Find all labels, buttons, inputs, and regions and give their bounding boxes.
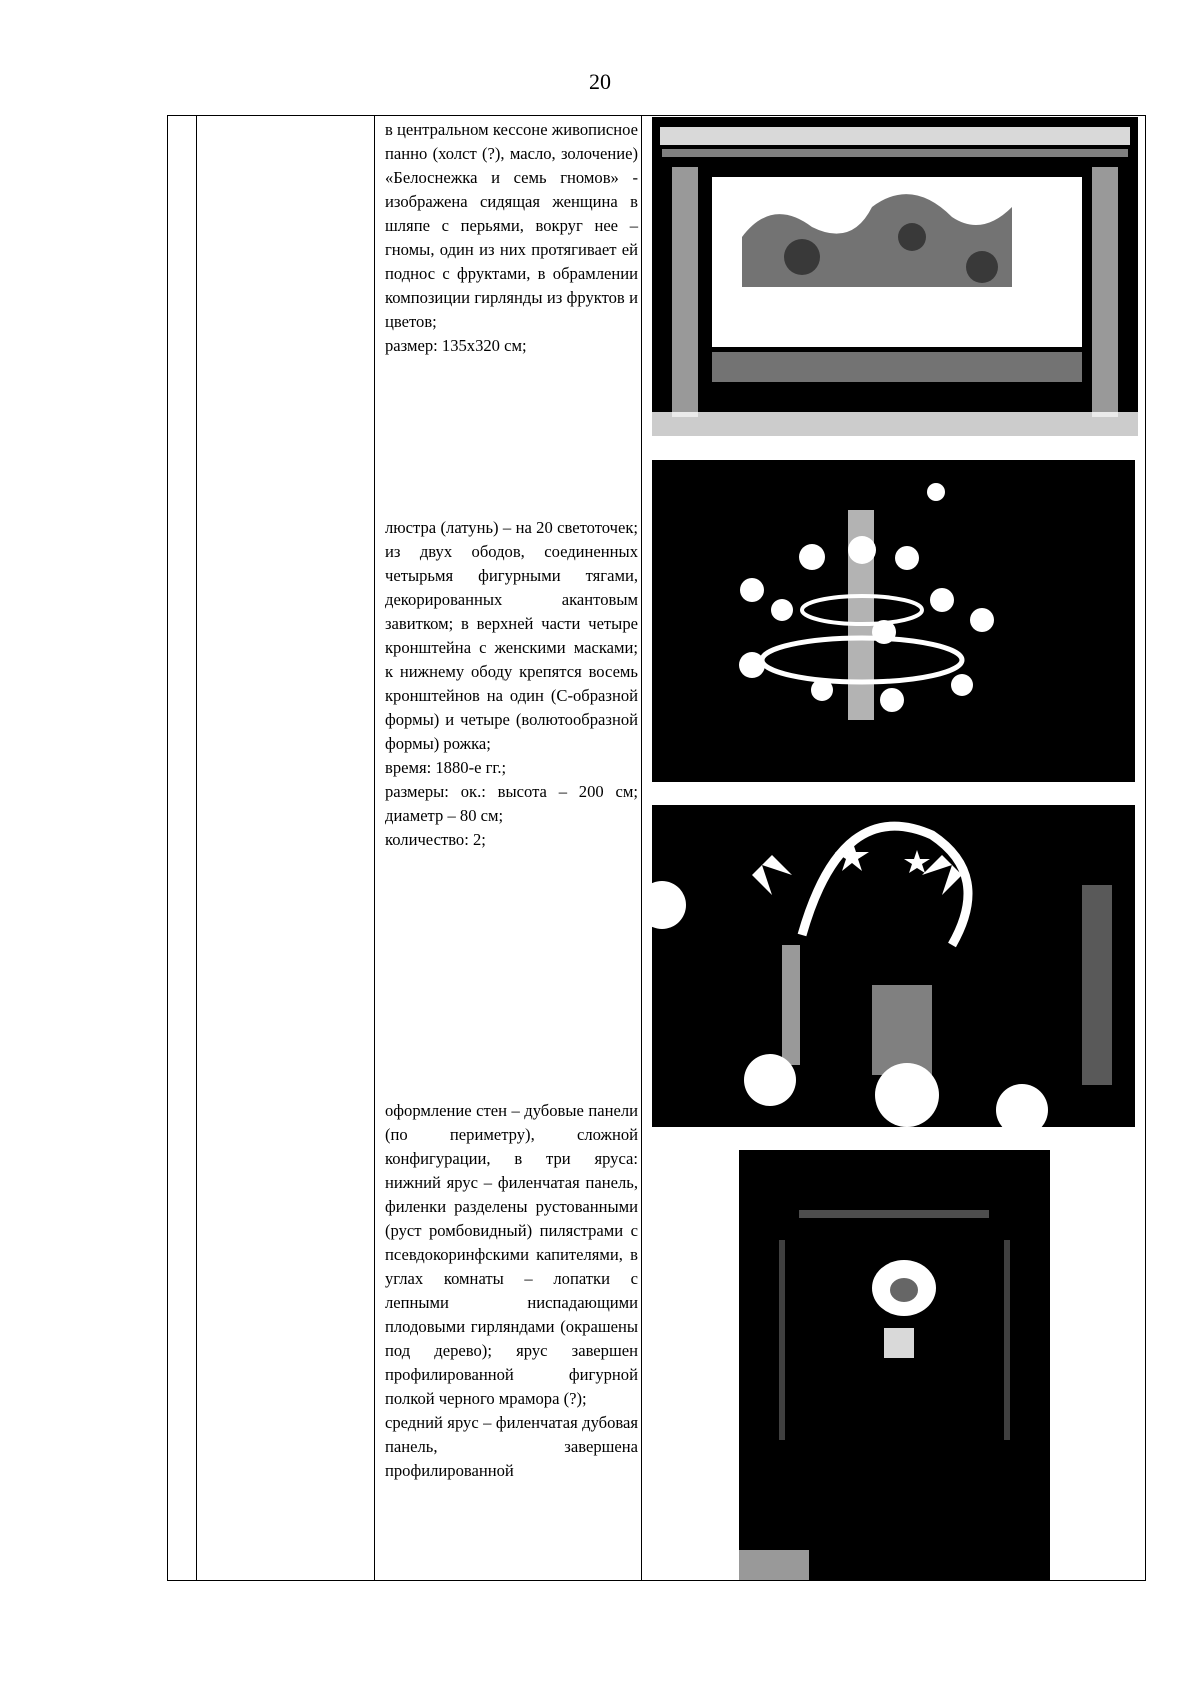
- table-column-divider-1: [196, 115, 197, 1581]
- page-number: 20: [589, 69, 611, 94]
- description-chandelier: [385, 516, 638, 852]
- description-date: время: 1880-е гг.;: [385, 758, 507, 777]
- table-column-divider-3: [641, 115, 642, 1581]
- photo-chandelier-detail: [652, 805, 1135, 1127]
- table-border-right: [1145, 115, 1146, 1581]
- description-size: размер: 135х320 см;: [385, 336, 527, 355]
- description-dimensions: размеры: ок.: высота – 200 см; диаметр – 80 см;: [385, 782, 638, 825]
- description-text: люстра (латунь) – на 20 светоточек; из двух ободов, соединенных четырьмя фигурными тягами, декорированных акантовым завитком; в верхней части четыре кронштейна с женскими масками; к нижнему ободу крепятся восемь кронштейнов на один (С-образной формы) и четыре (волютообразной формы) рожка;: [385, 518, 638, 753]
- photo-chandelier: [652, 460, 1135, 782]
- description-text: в центральном кессоне живописное панно (холст (?), масло, золочение) «Белоснежка и семь гномов» - изображена сидящая женщина в шляпе с перьями, вокруг нее – гномы, один из них протягивает ей поднос с фруктами, в обрамлении композиции гирлянды из фруктов и цветов;: [385, 120, 638, 331]
- table-border-left: [167, 115, 168, 1581]
- description-quantity: количество: 2;: [385, 830, 486, 849]
- table-column-divider-2: [374, 115, 375, 1581]
- description-wall-panels: [385, 1099, 638, 1483]
- photo-wall-panel: [739, 1150, 1050, 1580]
- description-text-continued: средний ярус – филенчатая дубовая панель, завершена профилированной: [385, 1413, 638, 1480]
- photo-ceiling-painting: [652, 117, 1138, 436]
- description-panel-painting: [385, 118, 638, 358]
- description-text: оформление стен – дубовые панели (по периметру), сложной конфигурации, в три яруса: нижний ярус – филенчатая панель, филенки разделены рустованными (руст ромбовидный) пилястрами с псевдокоринфскими капителями, в углах комнаты – лопатки с лепными ниспадающими плодовыми гирляндами (окрашены под дерево); ярус завершен профилированной фигурной полкой черного мрамора (?);: [385, 1101, 638, 1408]
